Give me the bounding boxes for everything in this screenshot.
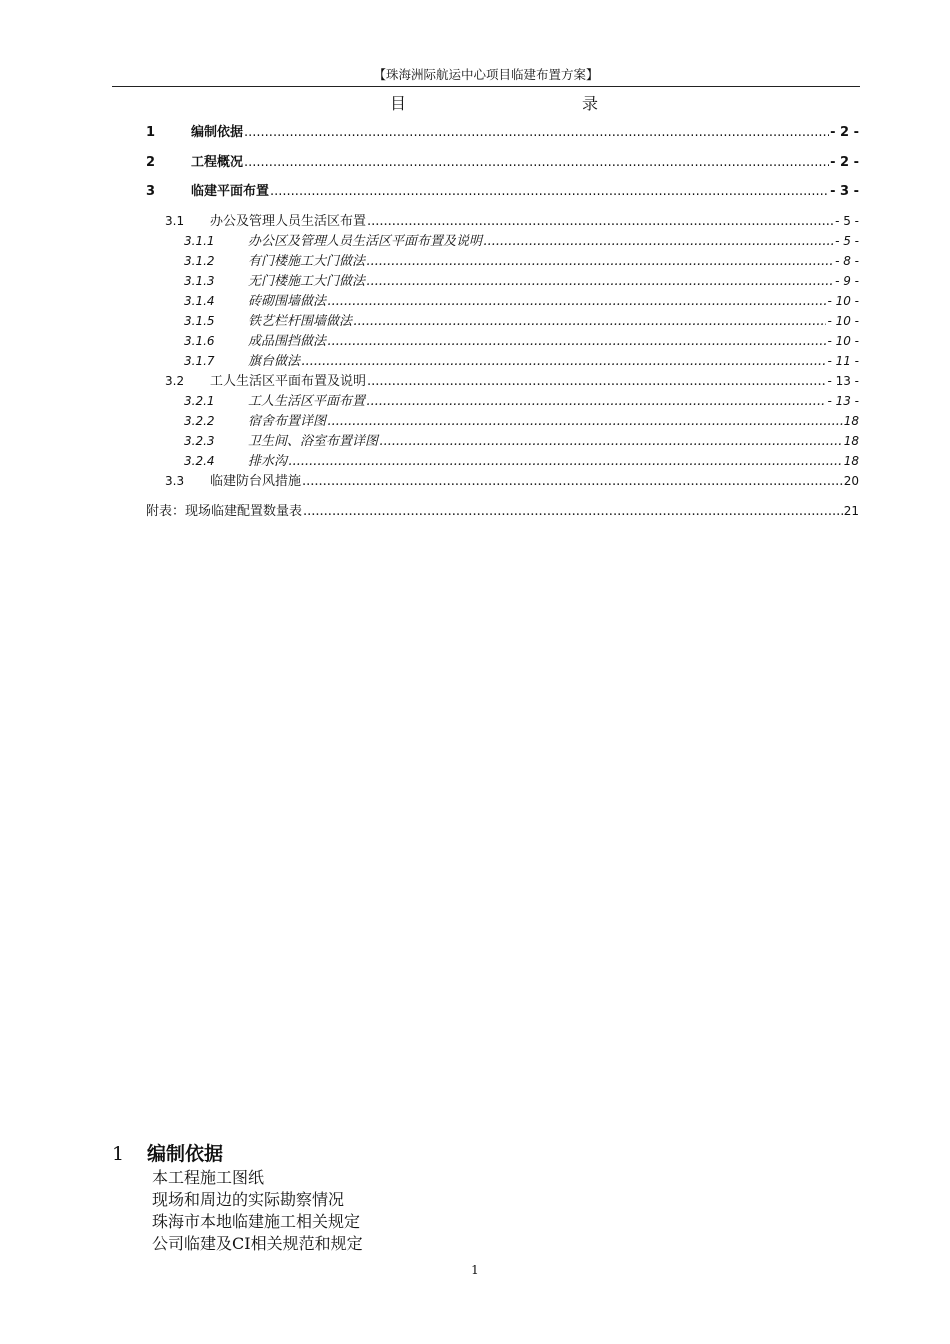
- toc-leader-dots: [379, 432, 843, 451]
- toc-entry-page: - 9 -: [835, 274, 859, 288]
- toc-entry-page: - 10 -: [827, 334, 859, 348]
- running-header: 【珠海洲际航运中心项目临建布置方案】: [373, 67, 599, 82]
- toc-entry-page: - 11 -: [827, 354, 859, 368]
- toc-entry-text: 办公及管理人员生活区布置: [210, 214, 367, 229]
- toc-entry-text: 工程概况: [191, 155, 244, 170]
- toc-entry-3-2[interactable]: [165, 371, 859, 391]
- toc-leader-dots: [301, 352, 826, 371]
- toc-entry-3-2-2[interactable]: [184, 411, 859, 431]
- toc-entry-number: 3.1.3: [184, 274, 215, 288]
- toc-entry-number: 3.1.6: [184, 334, 215, 348]
- toc-entry-text: 排水沟: [248, 454, 288, 469]
- toc-entry-number: 3.1.4: [184, 294, 215, 308]
- toc-entry-text: 无门楼施工大门做法: [248, 274, 366, 289]
- toc-entry-number: 3.2.3: [184, 434, 215, 448]
- toc-entry-text: 附表：现场临建配置数量表: [146, 504, 303, 519]
- toc-entry-text: 有门楼施工大门做法: [248, 254, 366, 269]
- toc-entry-text: 办公区及管理人员生活区平面布置及说明: [248, 234, 483, 249]
- toc-leader-dots: [270, 182, 829, 202]
- toc-entry-page: - 3 -: [830, 184, 859, 199]
- toc-leader-dots: [244, 123, 829, 143]
- toc-entry-number: 3.2: [165, 374, 185, 388]
- section-title: 编制依据: [147, 1143, 224, 1165]
- toc-entry-text: 砖砌围墙做法: [248, 294, 327, 309]
- toc-entry-text: 卫生间、浴室布置详图: [248, 434, 379, 449]
- toc-entry-text: 宿舍布置详图: [248, 414, 327, 429]
- toc-entry-number: 3.1.2: [184, 254, 215, 268]
- toc-title-char-2: 录: [582, 94, 599, 113]
- toc-entry-page: 18: [843, 434, 859, 448]
- toc-entry-text: 编制依据: [191, 125, 244, 140]
- toc-entry-page: - 2 -: [830, 125, 859, 140]
- toc-leader-dots: [288, 452, 843, 471]
- toc-entry-3-1-2[interactable]: [184, 251, 859, 271]
- basis-item: 公司临建及CI相关规范和规定: [152, 1234, 363, 1253]
- toc-entry-3-1-1[interactable]: [184, 231, 859, 251]
- header-rule: [112, 86, 860, 87]
- toc-entry-page: - 8 -: [835, 254, 859, 268]
- toc-leader-dots: [367, 212, 834, 231]
- toc-title-char-1: 目: [390, 94, 407, 113]
- toc-leader-dots: [244, 153, 829, 173]
- toc-entry-text: 铁艺栏杆围墙做法: [248, 314, 353, 329]
- toc-entry-3-2-4[interactable]: [184, 451, 859, 471]
- toc-entry-text: 临建防台风措施: [210, 474, 302, 489]
- toc-entry-3-1-6[interactable]: [184, 331, 859, 351]
- toc-entry-page: 20: [843, 474, 859, 488]
- toc-leader-dots: [327, 412, 843, 431]
- toc-entry-page: 18: [843, 454, 859, 468]
- toc-entry-number: 2: [146, 155, 156, 170]
- toc-leader-dots: [367, 372, 826, 391]
- toc-entry-number: 3.1.1: [184, 234, 215, 248]
- toc-entry-2[interactable]: [146, 153, 859, 173]
- toc-entry-3-3[interactable]: [165, 471, 859, 491]
- toc-entry-appendix[interactable]: [146, 501, 859, 521]
- basis-item: 现场和周边的实际勘察情况: [152, 1190, 345, 1209]
- toc-leader-dots: [366, 252, 834, 271]
- toc-entry-number: 3: [146, 184, 156, 199]
- toc-entry-3-2-1[interactable]: [184, 391, 859, 411]
- toc-entry-number: 3.1: [165, 214, 185, 228]
- toc-leader-dots: [366, 272, 834, 291]
- toc-entry-number: 3.2.4: [184, 454, 215, 468]
- toc-entry-text: 临建平面布置: [191, 184, 270, 199]
- toc-entry-page: - 2 -: [830, 155, 859, 170]
- toc-entry-page: - 5 -: [835, 214, 859, 228]
- toc-entry-number: 3.2.1: [184, 394, 215, 408]
- toc-entry-page: 21: [843, 504, 859, 518]
- toc-leader-dots: [327, 332, 826, 351]
- toc-entry-3-2-3[interactable]: [184, 431, 859, 451]
- toc-entry-text: 成品围挡做法: [248, 334, 327, 349]
- toc-entry-3-1-3[interactable]: [184, 271, 859, 291]
- toc-entry-page: - 10 -: [827, 294, 859, 308]
- toc-leader-dots: [302, 472, 843, 491]
- toc-entry-3[interactable]: [146, 182, 859, 202]
- toc-entry-number: 3.1.5: [184, 314, 215, 328]
- toc-leader-dots: [303, 502, 843, 521]
- toc-entry-number: 3.2.2: [184, 414, 215, 428]
- toc-entry-page: - 5 -: [835, 234, 859, 248]
- toc-entry-text: 工人生活区平面布置及说明: [210, 374, 367, 389]
- toc-leader-dots: [366, 392, 826, 411]
- toc-entry-page: - 10 -: [827, 314, 859, 328]
- basis-item: 珠海市本地临建施工相关规定: [152, 1212, 361, 1231]
- toc-entry-number: 3.1.7: [184, 354, 215, 368]
- toc-leader-dots: [353, 312, 826, 331]
- toc-entry-page: - 13 -: [827, 374, 859, 388]
- toc-entry-number: 3.3: [165, 474, 185, 488]
- page-number: 1: [471, 1263, 479, 1277]
- toc-entry-3-1[interactable]: [165, 211, 859, 231]
- basis-item: 本工程施工图纸: [152, 1168, 265, 1187]
- toc-entry-number: 1: [146, 125, 156, 140]
- toc-entry-page: 18: [843, 414, 859, 428]
- toc-entry-1[interactable]: [146, 123, 859, 143]
- toc-entry-3-1-4[interactable]: [184, 291, 859, 311]
- toc-leader-dots: [483, 232, 834, 251]
- toc-entry-text: 工人生活区平面布置: [248, 394, 366, 409]
- section-number: 1: [112, 1143, 125, 1165]
- toc-entry-text: 旗台做法: [248, 354, 301, 369]
- toc-entry-3-1-7[interactable]: [184, 351, 859, 371]
- toc-entry-page: - 13 -: [827, 394, 859, 408]
- toc-entry-3-1-5[interactable]: [184, 311, 859, 331]
- toc-leader-dots: [327, 292, 826, 311]
- section-heading: [112, 1141, 223, 1167]
